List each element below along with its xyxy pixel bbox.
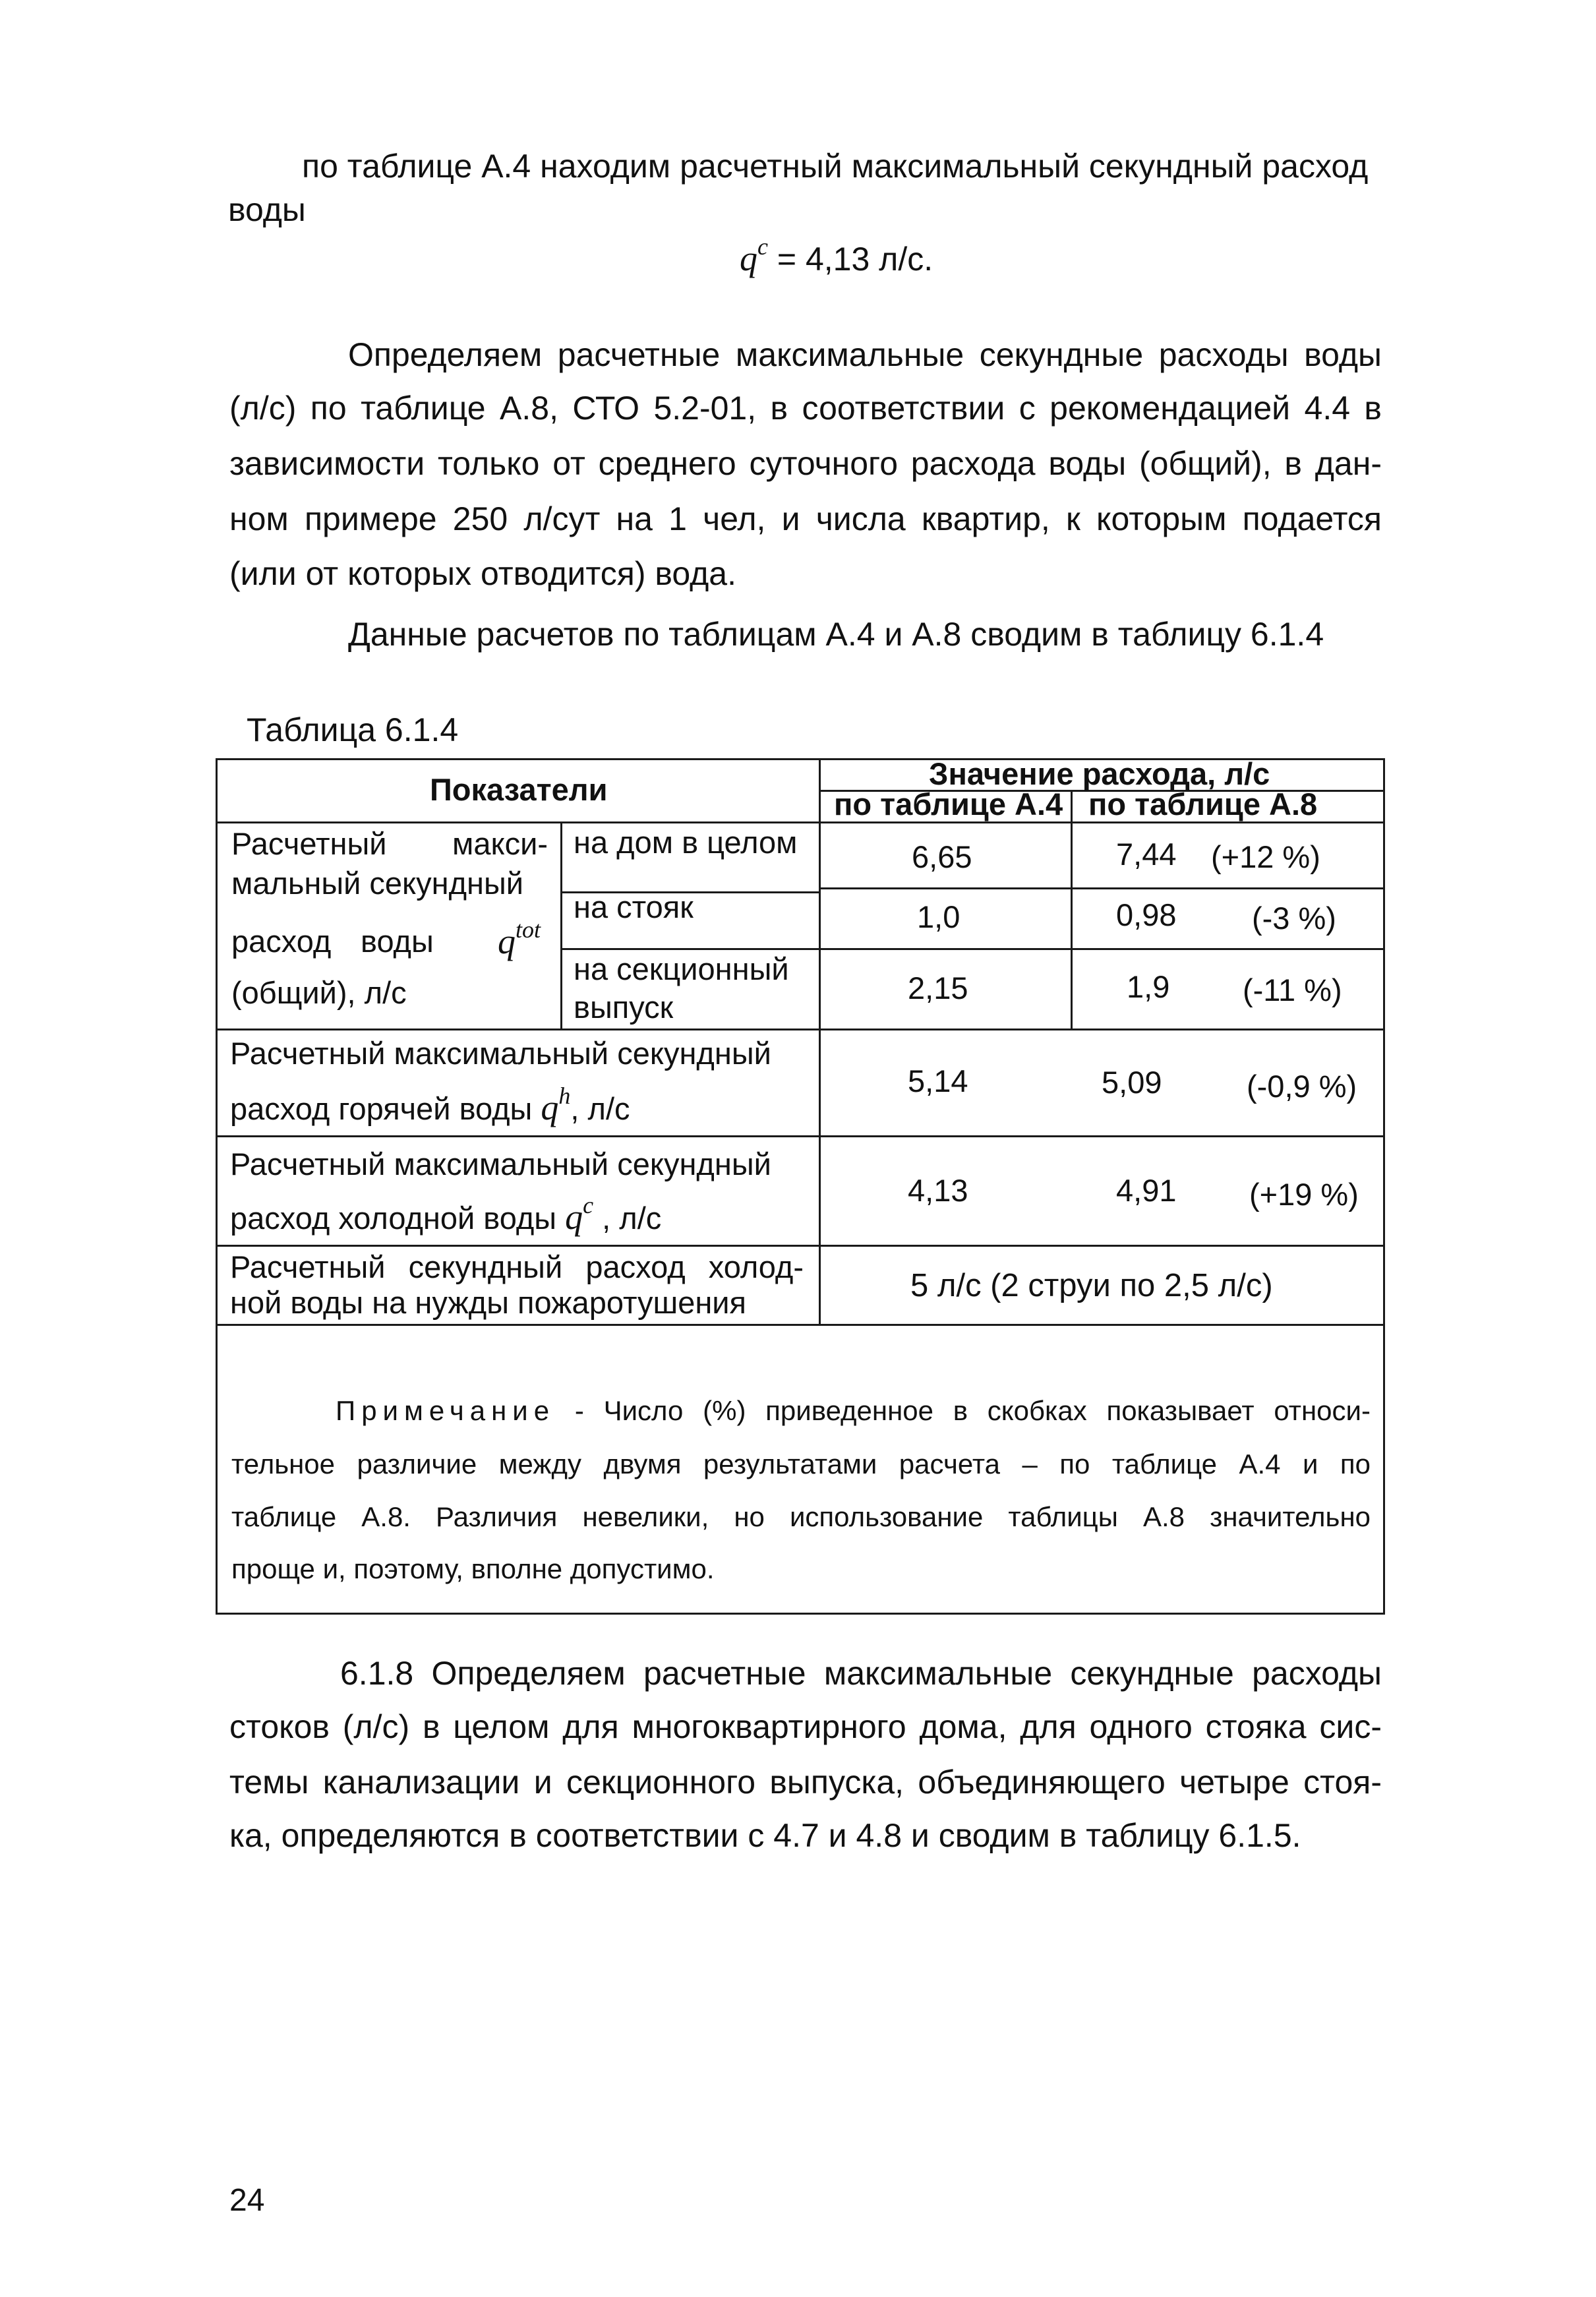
value-diff: (+19 %) [1249, 1177, 1359, 1212]
sub-label: на секционный [574, 951, 789, 986]
table-rule [216, 1029, 1385, 1030]
paragraph-line: зависимости только от среднего суточного расхода воды (общий), в дан- [229, 445, 1382, 482]
paragraph-line: (л/с) по таблице А.8, СТО 5.2-01, в соответствии с рекомендацией 4.4 в [229, 390, 1382, 427]
value-a8: 4,91 [1116, 1173, 1177, 1208]
paragraph-line: стоков (л/с) в целом для многоквартирного дома, для одного стояка сис- [229, 1708, 1382, 1745]
group-label-line [231, 916, 548, 961]
row-label-line [230, 1192, 662, 1237]
formula-superscript: tot [516, 916, 541, 943]
row-label-line: Расчетный максимальный секундный [230, 1147, 771, 1181]
group-label-word: Расчетный [231, 826, 387, 861]
paragraph-line: Определяем расчетные максимальные секундные расходы воды [348, 336, 1382, 373]
note-line [336, 1394, 1371, 1427]
formula [740, 233, 933, 279]
table-rule [216, 758, 218, 1615]
value-a8: 0,98 [1116, 897, 1177, 932]
paragraph-line: ка, определяются в соответствии с 4.7 и 4.8 и сводим в таблицу 6.1.5. [229, 1817, 1301, 1854]
formula-superscript: h [558, 1083, 571, 1109]
note-label: Примечание [336, 1395, 556, 1426]
row-label-line [230, 1083, 630, 1127]
note-line: тельное различие между двумя результатами расчета – по таблице А.4 и по [231, 1448, 1371, 1479]
formula-superscript: c [757, 233, 768, 260]
note-text: - Число (%) приведенное в скобках показывает относи- [555, 1395, 1371, 1426]
page-number: 24 [229, 2183, 265, 2218]
formula-variable: q [565, 1197, 583, 1237]
text-line: по таблице А.4 находим расчетный максимальный секундный расход [302, 148, 1369, 185]
row-label-line: ной воды на нужды пожаротушения [230, 1285, 747, 1320]
table-rule [216, 1324, 1385, 1326]
value-a8: 5,09 [1102, 1065, 1162, 1100]
value-diff: (-3 %) [1252, 901, 1336, 936]
table-rule [1383, 758, 1385, 1615]
table-rule [216, 1613, 1385, 1615]
row-label-line: Расчетный секундный расход холод- [230, 1249, 804, 1284]
paragraph-line: темы канализации и секционного выпуска, объединяющего четыре стоя- [229, 1764, 1382, 1801]
value-a4: 6,65 [912, 839, 972, 874]
table-rule [216, 1135, 1385, 1137]
value-diff: (+12 %) [1211, 839, 1320, 874]
group-label-line: мальный секундный [231, 866, 524, 901]
header-table-a4: по таблице А.4 [834, 787, 1063, 821]
group-label-word: расход [231, 924, 332, 959]
paragraph-line: (или от которых отводится) вода. [229, 555, 736, 592]
formula-variable: q [498, 922, 516, 961]
paragraph-line: ном примере 250 л/сут на 1 чел, и числа квартир, к которым подается [229, 500, 1382, 537]
group-label-word: воды [361, 924, 434, 959]
sub-label: на стояк [574, 889, 694, 924]
group-label-line [231, 825, 548, 862]
table-caption: Таблица 6.1.4 [247, 711, 459, 748]
table-rule [560, 821, 562, 1029]
table-rule [560, 948, 1385, 950]
value-a4: 2,15 [908, 970, 968, 1005]
header-table-a8: по таблице А.8 [1088, 787, 1318, 821]
paragraph-line: Данные расчетов по таблицам А.4 и А.8 сводим в таблицу 6.1.4 [348, 616, 1324, 653]
table-rule [1071, 790, 1073, 821]
text-line: воды [228, 191, 306, 228]
paragraph-line: 6.1.8 Определяем расчетные максимальные секундные расходы [340, 1655, 1382, 1692]
value-a4: 1,0 [917, 899, 961, 934]
formula-superscript: c [583, 1192, 594, 1218]
group-label-line: (общий), л/с [231, 975, 407, 1010]
fire-value: 5 л/с (2 струи по 2,5 л/с) [910, 1268, 1273, 1303]
header-indicators: Показатели [430, 772, 608, 807]
row-label-line: Расчетный максимальный секундный [230, 1036, 771, 1071]
formula-variable: q [541, 1088, 559, 1127]
value-a8: 1,9 [1127, 969, 1170, 1004]
note-line: таблице А.8. Различия невелики, но использование таблицы А.8 значительно [231, 1501, 1371, 1532]
formula-value: = 4,13 л/с. [767, 241, 933, 278]
value-diff: (-11 %) [1243, 972, 1342, 1007]
header-value: Значение расхода, л/с [929, 756, 1270, 791]
row-label-text: расход холодной воды [230, 1201, 566, 1236]
row-label-text: , л/с [570, 1091, 630, 1126]
table-rule [819, 887, 1385, 889]
table-rule [1071, 821, 1073, 1029]
sub-label: на дом в целом [574, 825, 798, 860]
value-a8: 7,44 [1116, 837, 1177, 872]
row-label-text: расход горячей воды [230, 1091, 541, 1126]
value-diff: (-0,9 %) [1247, 1069, 1357, 1104]
value-a4: 4,13 [908, 1173, 968, 1208]
formula [498, 916, 541, 961]
formula-variable: q [740, 239, 757, 278]
data-table [216, 758, 1385, 1615]
value-a4: 5,14 [908, 1063, 968, 1098]
table-rule [819, 758, 821, 1324]
group-label-word: макси- [452, 826, 548, 861]
sub-label: выпуск [574, 990, 674, 1025]
note-line: проще и, поэтому, вполне допустимо. [231, 1553, 715, 1584]
row-label-text: , л/с [593, 1201, 662, 1236]
table-rule [216, 1245, 1385, 1247]
